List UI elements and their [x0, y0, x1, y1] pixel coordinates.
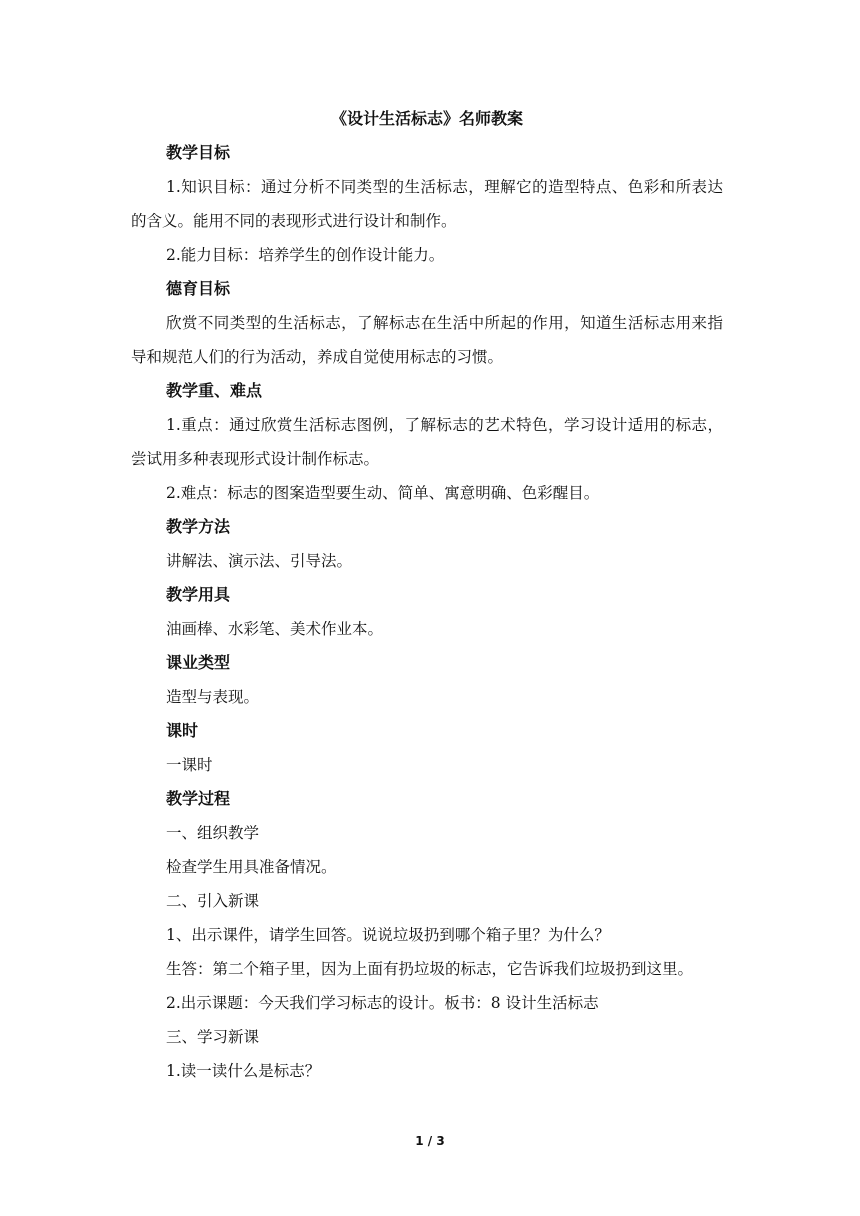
- section-heading: 教学用具: [166, 585, 231, 604]
- paragraph: 2.难点：标志的图案造型要生动、简单、寓意明确、色彩醒目。: [166, 484, 600, 502]
- paragraph: 生答：第二个箱子里，因为上面有扔垃圾的标志，它告诉我们垃圾扔到这里。: [166, 960, 694, 978]
- document-blocks: [131, 136, 723, 1088]
- section-heading: 德育目标: [166, 279, 231, 298]
- paragraph: 1.读一读什么是标志？: [166, 1062, 321, 1080]
- paragraph: 2.能力目标：培养学生的创作设计能力。: [166, 246, 445, 264]
- paragraph: 油画棒、水彩笔、美术作业本。: [166, 620, 384, 638]
- section-heading: 课业类型: [166, 653, 231, 672]
- paragraph: 1.重点：通过欣赏生活标志图例，了解标志的艺术特色，学习设计适用的标志，尝试用多种表现形式设计制作标志。: [131, 416, 723, 468]
- section-heading: 教学重、难点: [166, 381, 263, 400]
- page-number: 1 / 3: [415, 1134, 445, 1148]
- paragraph: 检查学生用具准备情况。: [166, 858, 337, 876]
- section-heading: 教学过程: [166, 789, 231, 808]
- paragraph: 一、组织教学: [166, 824, 260, 842]
- section-heading: 教学目标: [166, 143, 231, 162]
- paragraph: 欣赏不同类型的生活标志，了解标志在生活中所起的作用，知道生活标志用来指导和规范人们的行为活动，养成自觉使用标志的习惯。: [131, 314, 723, 366]
- paragraph: 一课时: [166, 756, 213, 774]
- paragraph: 三、学习新课: [166, 1028, 260, 1046]
- paragraph: 造型与表现。: [166, 688, 260, 706]
- paragraph: 1、出示课件，请学生回答。说说垃圾扔到哪个箱子里？为什么？: [166, 926, 610, 944]
- page-title: 《设计生活标志》名师教案: [330, 109, 523, 128]
- section-heading: 教学方法: [166, 517, 231, 536]
- section-heading: 课时: [166, 721, 199, 740]
- paragraph: 讲解法、演示法、引导法。: [166, 552, 353, 570]
- paragraph: 二、引入新课: [166, 892, 260, 910]
- document-body: [131, 102, 723, 1088]
- paragraph: 2.出示课题：今天我们学习标志的设计。板书：8 设计生活标志: [166, 994, 599, 1012]
- paragraph: 1.知识目标：通过分析不同类型的生活标志，理解它的造型特点、色彩和所表达的含义。能用不同的表现形式进行设计和制作。: [131, 178, 723, 230]
